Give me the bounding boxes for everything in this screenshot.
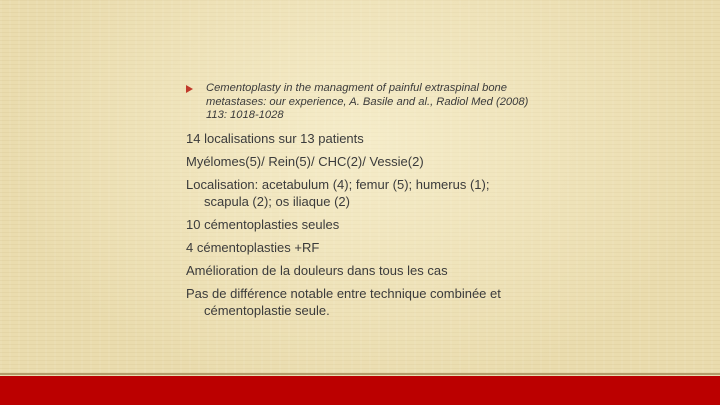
paragraph-cementoplasty-only: 10 cémentoplasties seules: [186, 216, 340, 232]
paragraph-sites: Localisation: acetabulum (4); femur (5); humerus (1); scapula (2); os iliaque (2): [186, 176, 490, 209]
paragraph-localisations: 14 localisations sur 13 patients: [186, 130, 364, 146]
reference-text: Cementoplasty in the managment of painful extraspinal bone metastases: our experience, A. Basile and al., Radiol Med (2008) 113: 1018-1028: [206, 82, 529, 122]
paragraph-cementoplasty-rf: 4 cémentoplasties +RF: [186, 239, 320, 255]
footer-band: [0, 376, 720, 405]
footer-divider: [0, 373, 720, 375]
paragraph-tumor-types: Myélomes(5)/ Rein(5)/ CHC(2)/ Vessie(2): [186, 153, 424, 169]
paragraph-no-difference: Pas de différence notable entre technique combinée et cémentoplastie seule.: [186, 285, 501, 318]
slide-content: [186, 82, 536, 325]
triangle-bullet-icon: [186, 85, 193, 93]
reference-item: [186, 82, 536, 123]
paragraph-pain-improvement: Amélioration de la douleurs dans tous les cas: [186, 262, 448, 278]
